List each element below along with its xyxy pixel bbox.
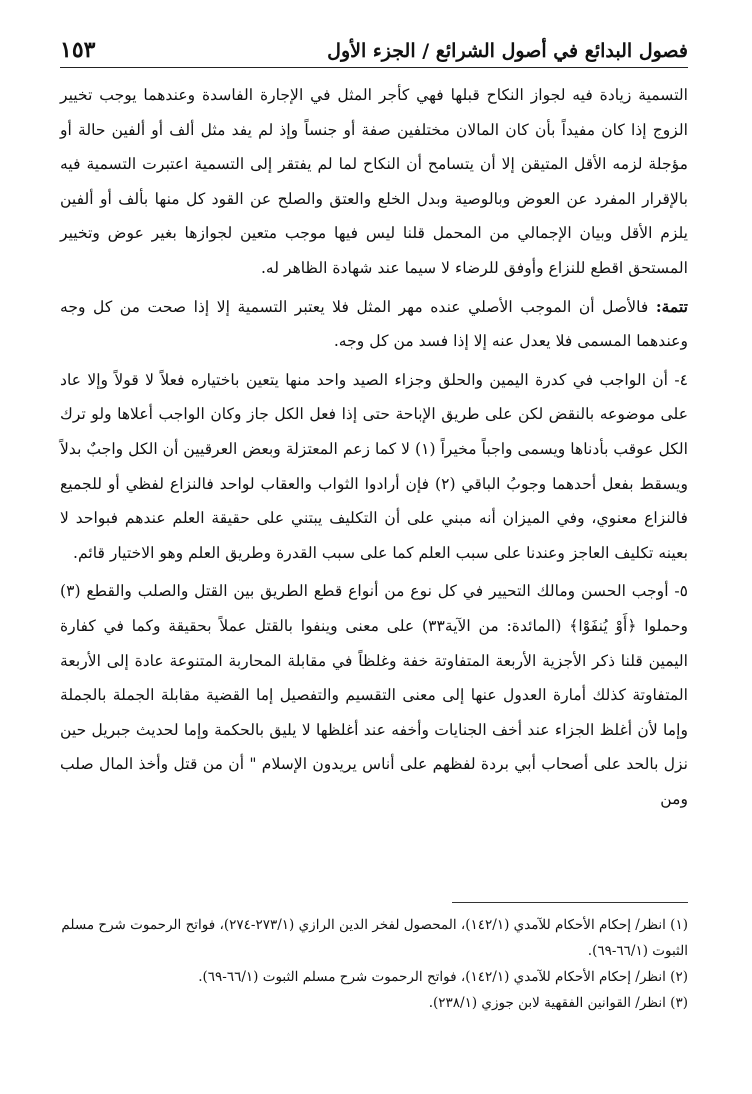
footnote-3: (٣) انظر/ القوانين الفقهية لابن جوزي (٢٣٨/١).: [428, 995, 688, 1011]
page-number: ١٥٣: [60, 37, 96, 63]
paragraph-4: ٥- أوجب الحسن ومالك التحيير في كل نوع من أنواع قطع الطريق بين القتل والصلب والقطع (٣) وحملوا ﴿أَوْ يُنفَوْا﴾ (المائدة: من الآية٣٣) على معنى وينفوا بالقتل عملاً بحقيقة وكما في كفارة اليمين قلنا ذكر الأجزية الأربعة المتفاوتة خفة وغلظاً في مقابلة المحاربة المتنوعة عادة إلى الأربعة المتفاوتة كذلك أمارة العدول عنها إلى معنى التقسيم والتفصيل إما القضية مقابلة الجملة بالجملة وإما لأن أغلظ الجزاء عند أخف الجنايات وأخفه عند أغلظها لا يليق بالحكمة وإما لحديث جبريل حين نزل بالحد على أصحاب أبي بردة لفظهم على أناس يريدون الإسلام " أن من قتل وأخذ المال صلب ومن: [60, 582, 689, 808]
footnotes: [60, 912, 688, 1016]
paragraph-2-lead: تتمة:: [655, 296, 688, 316]
book-page: [60, 22, 688, 1082]
footnote-1: (١) انظر/ إحكام الأحكام للآمدي (١٤٢/١)، المحصول لفخر الدين الرازي (٢٧٣/١-٢٧٤)، فواتح الرحموت شرح مسلم الثبوت (٦٦/١-٦٩).: [61, 917, 688, 959]
paragraph-1: التسمية زيادة فيه لجواز النكاح قبلها فهي كأجر المثل في الإجارة الفاسدة وعندهما يوجب تخيير الزوج إذا كان مفيداً بأن كان المالان مختلفين صفة أو جنساً وإذ لم يفد مثل ألف أو ألفين حالة أو مؤجلة لزمه الأقل المتيقن إلا أن يتسامح أن النكاح لما لم يفتقر إلى التسمية اعتبرت التسمية فيه بالإقرار المفرد عن العوض وبالوصية وبدل الخلع والعتق والصلح عن القود كل منها بألف أو ألفين يلزم الأقل وبيان الإجمالي من المحمل قلنا ليس فيها موجب متعين لجوازها بغير عوض وتخيير المستحق اقطع للنزاع وأوفق للرضاء لا سيما عند شهادة الظاهر له.: [60, 86, 688, 277]
paragraph-2: [60, 290, 688, 359]
paragraph-2-text: فالأصل أن الموجب الأصلي عنده مهر المثل فلا يعتبر التسمية إلا إذا صحت من كل وجه وعندهما المسمى فلا يعدل عنه إلا إذا فسد من كل وجه.: [60, 297, 688, 351]
footnote-divider: [452, 902, 688, 903]
page-header: [60, 22, 688, 68]
footnote-2: (٢) انظر/ إحكام الأحكام للآمدي (١٤٢/١)، فواتح الرحموت شرح مسلم الثبوت (٦٦/١-٦٩).: [198, 969, 688, 985]
running-title: فصول البدائع في أصول الشرائع / الجزء الأول: [327, 40, 688, 62]
main-text: [60, 78, 688, 816]
paragraph-3: ٤- أن الواجب في كدرة اليمين والحلق وجزاء الصيد واحد منها يتعين باختياره فعلاً لا قولاً وإلا عاد على موضوعه بالنقض لكن على طريق الإباحة حتى إذا فعل الكل جاز وكان الواجب أعلاها ولو ترك الكل عوقب بأدناها ويسمى واجباً مخيراً (١) لا كما زعم المعتزلة وبعض العرقيين أن الكل واجبٌ بدلاً ويسقط بفعل أحدهما وجوبُ الباقي (٢) فإن أرادوا الثواب والعقاب لواحد فالنزاع لفظي أو للجميع فالنزاع معنوي، وفي الميزان أنه مبني على أن التكليف يبتني على حقيقة العلم عندهم فبواحد لا بعينه تكليف العاجز وعندنا على سبب العلم كما على سبب القدرة وطريق العلم وهو الاختيار قائم.: [60, 370, 688, 562]
